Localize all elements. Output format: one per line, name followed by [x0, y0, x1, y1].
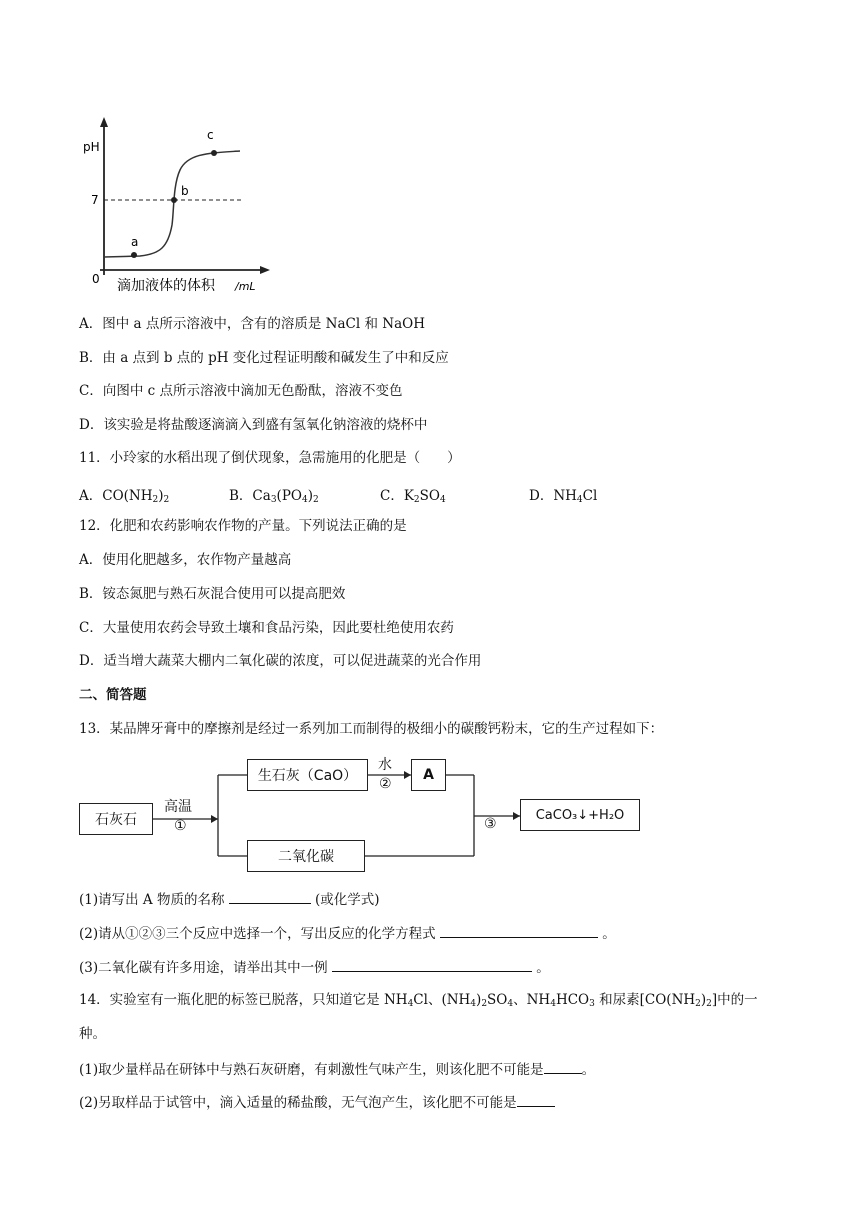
- q12-option-b: B．铵态氮肥与熟石灰混合使用可以提高肥效: [79, 586, 346, 602]
- q10-option-a: A．图中 a 点所示溶液中，含有的溶质是 NaCl 和 NaOH: [79, 316, 425, 332]
- q12-option-c: C．大量使用农药会导致土壤和食品污染，因此要杜绝使用农药: [79, 620, 454, 636]
- x-axis-unit: /mL: [235, 280, 256, 293]
- q14-part-2: (2)另取样品于试管中，滴入适量的稀盐酸，无气泡产生，该化肥不可能是: [79, 1092, 555, 1112]
- answer-blank-4[interactable]: [544, 1059, 582, 1074]
- q14-stem: 14．实验室有一瓶化肥的标签已脱落，只知道它是 $NH_4Cl$、$(NH_4)_2SO_4$、$NH_4HCO_3$ 和尿素$[CO(NH_2)_2]$中的一: [79, 992, 758, 1009]
- q11-stem: 11．小玲家的水稻出现了倒伏现象，急需施用的化肥是（ ）: [79, 450, 461, 466]
- answer-blank-1[interactable]: [229, 889, 311, 904]
- a-box: A: [411, 759, 446, 791]
- q14-stem-line2: 种。: [79, 1026, 106, 1042]
- q13-part-2: (2)请从①②③三个反应中选择一个，写出反应的化学方程式 。: [79, 923, 616, 943]
- step-3-label: ③: [484, 816, 497, 832]
- answer-blank-3[interactable]: [332, 957, 532, 972]
- q12-option-d: D．适当增大蔬菜大棚内二氧化碳的浓度，可以促进蔬菜的光合作用: [79, 653, 482, 669]
- origin-label: 0: [92, 272, 100, 286]
- q13-stem: 13．某品牌牙膏中的摩擦剂是经过一系列加工而制得的极细小的碳酸钙粉末，它的生产过程如下：: [79, 721, 664, 737]
- y-axis-label: pH: [83, 140, 100, 154]
- label-b: b: [181, 184, 189, 198]
- quicklime-box: 生石灰（CaO）: [247, 759, 368, 791]
- answer-blank-2[interactable]: [440, 923, 598, 938]
- label-c: c: [207, 128, 214, 142]
- q11-option-a: A．$CO(NH_2)_2$: [79, 488, 170, 505]
- water-label: 水: [378, 757, 392, 773]
- q10-option-b: B．由 a 点到 b 点的 pH 变化过程证明酸和碱发生了中和反应: [79, 350, 449, 366]
- q10-option-d: D．该实验是将盐酸逐滴滴入到盛有氢氧化钠溶液的烧杯中: [79, 417, 428, 433]
- step-1-label: ①: [174, 818, 187, 834]
- answer-blank-5[interactable]: [517, 1092, 555, 1107]
- q12-option-a: A．使用化肥越多，农作物产量越高: [79, 552, 292, 568]
- step-2-label: ②: [379, 776, 392, 792]
- q11-option-b: B．$Ca_3(PO_4)_2$: [229, 488, 319, 505]
- q10-option-c: C．向图中 c 点所示溶液中滴加无色酚酞，溶液不变色: [79, 383, 403, 399]
- y-tick-7: 7: [91, 193, 99, 207]
- limestone-box: 石灰石: [79, 803, 153, 835]
- co2-box: 二氧化碳: [247, 840, 365, 872]
- q12-stem: 12．化肥和农药影响农作物的产量。下列说法正确的是: [79, 518, 407, 534]
- q11-option-d: D．$NH_4Cl$: [529, 488, 598, 505]
- section-heading: 二、简答题: [79, 687, 147, 703]
- high-temp-label: 高温: [164, 799, 192, 815]
- q11-option-c: C．$K_2SO_4$: [380, 488, 446, 505]
- q13-part-3: (3)二氧化碳有许多用途，请举出其中一例 。: [79, 957, 550, 977]
- product-box: CaCO₃↓+H₂O: [520, 799, 640, 831]
- x-axis-label: 滴加液体的体积: [117, 278, 215, 294]
- q14-part-1: (1)取少量样品在研钵中与熟石灰研磨，有刺激性气味产生，则该化肥不可能是 。: [79, 1059, 595, 1079]
- q13-part-1: (1)请写出 A 物质的名称 (或化学式): [79, 889, 380, 909]
- label-a: a: [131, 235, 139, 249]
